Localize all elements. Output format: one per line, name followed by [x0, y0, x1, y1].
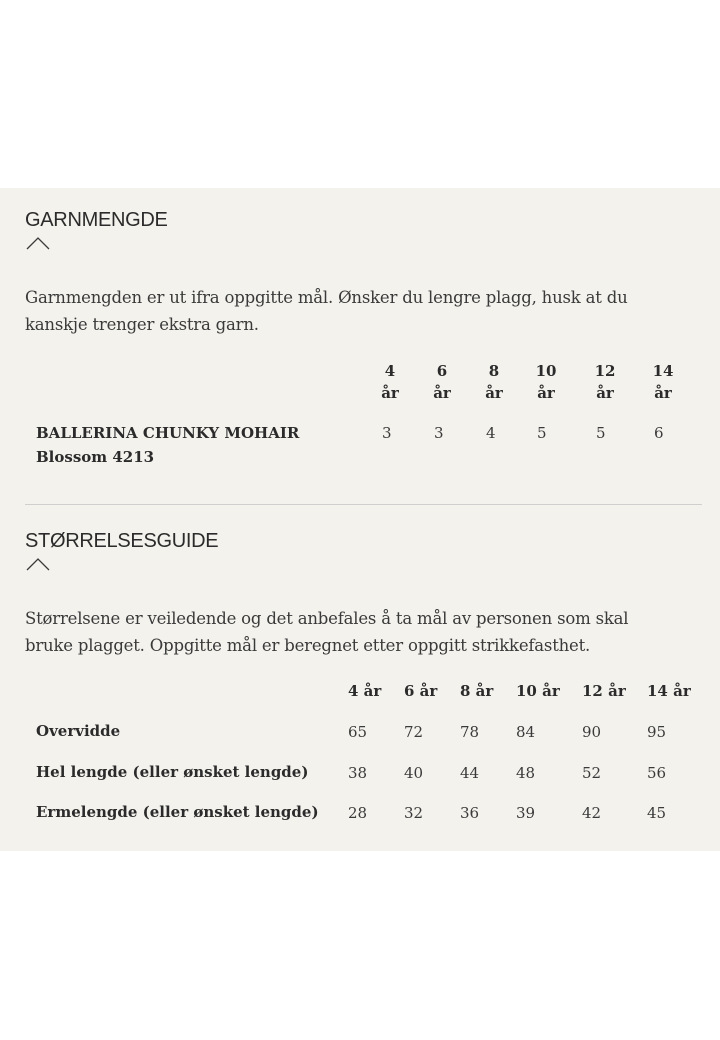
size-guide-value: 44: [460, 764, 480, 782]
size-guide-value: 48: [516, 764, 536, 782]
size-guide-value: 40: [404, 764, 424, 782]
size-guide-value: 65: [348, 723, 368, 741]
size-guide-value: 36: [460, 804, 480, 822]
chevron-up-icon[interactable]: [26, 236, 50, 250]
yarn-size-header: 4 år: [381, 362, 399, 402]
yarn-quantity: 5: [537, 424, 547, 442]
size-guide-title: STØRRELSESGUIDE: [25, 530, 219, 552]
size-guide-value: 38: [348, 764, 368, 782]
yarn-size-header: 14 år: [652, 362, 674, 402]
size-guide-value: 56: [647, 764, 667, 782]
yarn-size-header: 8 år: [485, 362, 503, 402]
size-guide-header: 14 år: [647, 682, 691, 700]
yarn-quantity: 4: [486, 424, 496, 442]
size-guide-value: 72: [404, 723, 424, 741]
section-divider: [25, 504, 702, 505]
size-guide-value: 84: [516, 723, 536, 741]
size-guide-value: 78: [460, 723, 480, 741]
yarn-intro: Garnmengden er ut ifra oppgitte mål. Ønsker du lengre plagg, husk at du kanskje trenger ekstra garn.: [25, 288, 628, 334]
size-guide-value: 32: [404, 804, 424, 822]
yarn-quantity: 6: [654, 424, 664, 442]
yarn-quantity: 3: [434, 424, 444, 442]
size-guide-value: 45: [647, 804, 667, 822]
size-guide-header: 12 år: [582, 682, 626, 700]
size-guide-row-label: Hel lengde (eller ønsket lengde): [36, 763, 309, 781]
size-guide-header: 10 år: [516, 682, 560, 700]
yarn-quantity: 5: [596, 424, 606, 442]
size-guide-header: 4 år: [348, 682, 382, 700]
size-guide-value: 90: [582, 723, 602, 741]
yarn-product-name: BALLERINA CHUNKY MOHAIR Blossom 4213: [36, 424, 300, 466]
yarn-quantity: 3: [382, 424, 392, 442]
size-guide-header: 6 år: [404, 682, 438, 700]
size-guide-row-label: Overvidde: [36, 722, 121, 740]
yarn-section-title: GARNMENGDE: [25, 209, 168, 231]
size-guide-value: 95: [647, 723, 667, 741]
yarn-size-header: 6 år: [433, 362, 451, 402]
chevron-up-icon[interactable]: [26, 557, 50, 571]
yarn-size-header: 10 år: [535, 362, 557, 402]
size-guide-value: 39: [516, 804, 536, 822]
size-guide-value: 28: [348, 804, 368, 822]
size-guide-value: 52: [582, 764, 602, 782]
size-guide-row-label: Ermelengde (eller ønsket lengde): [36, 803, 319, 821]
size-guide-header: 8 år: [460, 682, 494, 700]
yarn-size-header: 12 år: [594, 362, 616, 402]
size-guide-value: 42: [582, 804, 602, 822]
size-guide-intro: Størrelsene er veiledende og det anbefales å ta mål av personen som skal bruke plagget. Oppgitte mål er beregnet etter oppgitt strikkefasthet.: [25, 609, 629, 655]
